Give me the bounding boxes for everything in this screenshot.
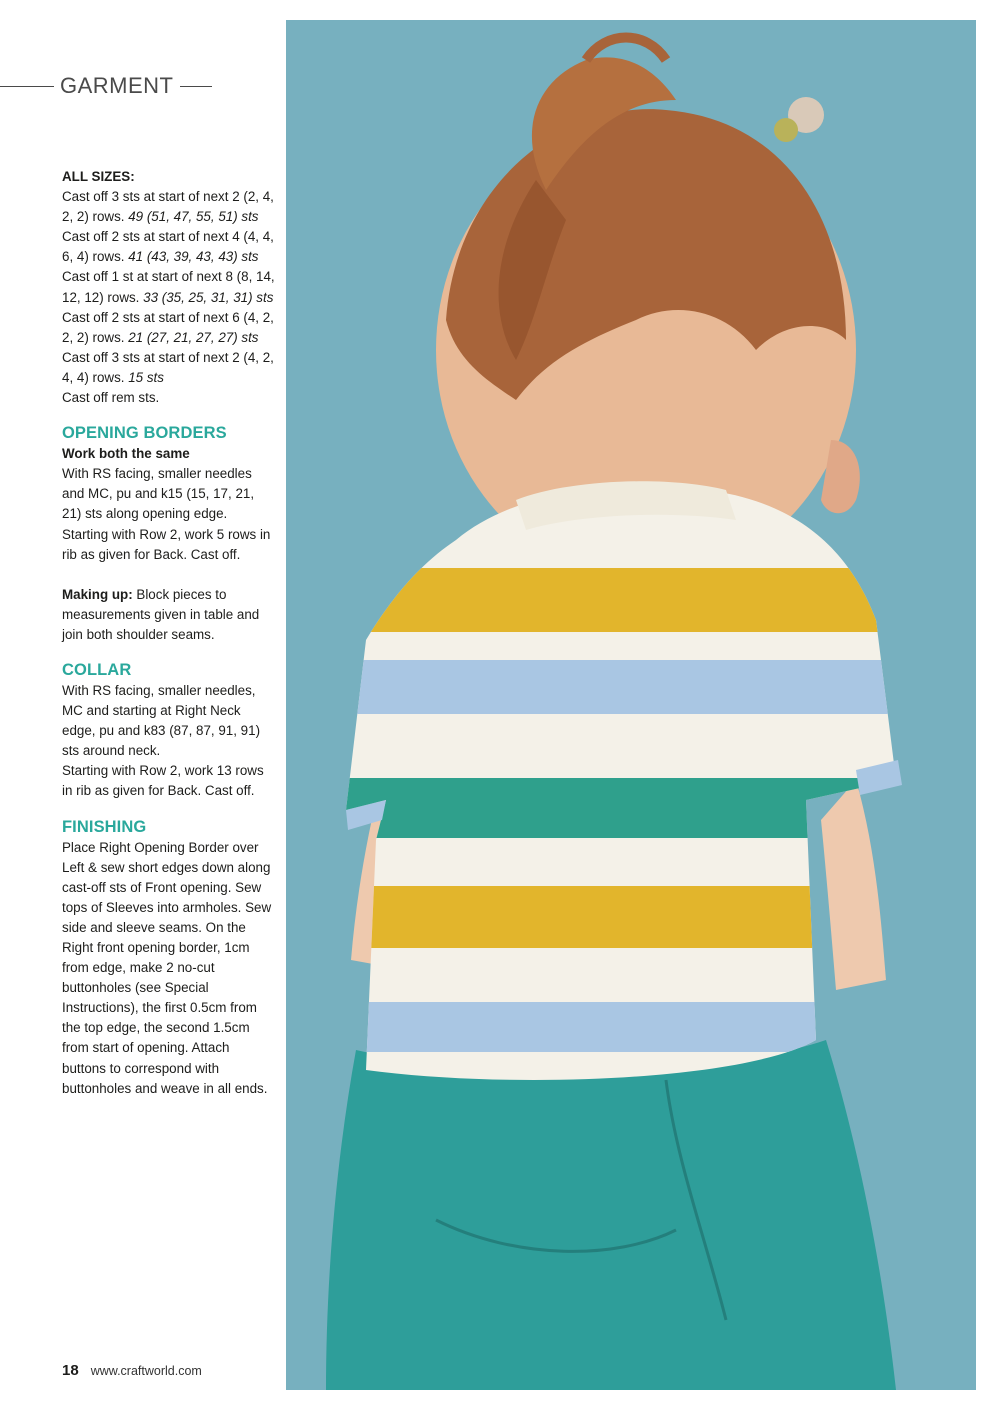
collar-heading: COLLAR [62, 660, 132, 679]
photo-illustration [286, 20, 976, 1390]
all-sizes-final: Cast off rem sts. [62, 390, 160, 406]
finishing-heading: FINISHING [62, 817, 147, 836]
page-number: 18 [62, 1362, 79, 1379]
all-sizes-line: Cast off 2 sts at start of next 6 (4, 2, 2, 2) rows. 21 (27, 21, 27, 27) sts [62, 309, 274, 345]
header-rule-right [180, 86, 212, 87]
collar-body-2: Starting with Row 2, work 13 rows in rib as given for Back. Cast off. [62, 763, 264, 799]
shorts [326, 1040, 896, 1390]
finishing-body: Place Right Opening Border over Left & sew short edges down along cast-off sts of Front opening. Sew tops of Sleeves into armholes. Sew side and sleeve seams. On the Right front opening border, 1cm from edge, make 2 no-cut buttonholes (see Special Instructions), the first 0.5cm from the top edge, the second 1.5cm from start of opening. Attach buttons to correspond with buttonholes and weave in all ends. [62, 839, 272, 1096]
all-sizes-line: Cast off 1 st at start of next 8 (8, 14, 12, 12) rows. 33 (35, 25, 31, 31) sts [62, 269, 275, 305]
making-up-label: Making up: [62, 586, 133, 602]
section-header [0, 70, 230, 102]
making-up-paragraph: Making up: Block pieces to measurements given in table and join both shoulder seams. [62, 586, 260, 642]
garment-photo [286, 20, 976, 1390]
opening-borders-body: With RS facing, smaller needles and MC, pu and k15 (15, 17, 21, 21) sts along opening edge. Starting with Row 2, work 5 rows in rib as given for Back. Cast off. [62, 466, 271, 562]
all-sizes-line: Cast off 3 sts at start of next 2 (4, 2, 4, 4) rows. 15 sts [62, 349, 274, 385]
collar-body: With RS facing, smaller needles, MC and starting at Right Neck edge, pu and k83 (87, 87, 91, 91) sts around neck. [62, 682, 261, 759]
all-sizes-title: ALL SIZES: [62, 169, 135, 184]
opening-borders-heading: OPENING BORDERS [62, 424, 227, 443]
all-sizes-line: Cast off 2 sts at start of next 4 (4, 4, 6, 4) rows. 41 (43, 39, 43, 43) sts [62, 229, 274, 265]
section-title: GARMENT [60, 73, 174, 98]
all-sizes-line: Cast off 3 sts at start of next 2 (2, 4, 2, 2) rows. 49 (51, 47, 55, 51) sts [62, 189, 274, 225]
opening-borders-subhead: Work both the same [62, 446, 190, 462]
page-footer [62, 1362, 202, 1379]
text-column [62, 167, 276, 1099]
header-rule-left [0, 86, 54, 87]
footer-url: www.craftworld.com [90, 1364, 202, 1378]
